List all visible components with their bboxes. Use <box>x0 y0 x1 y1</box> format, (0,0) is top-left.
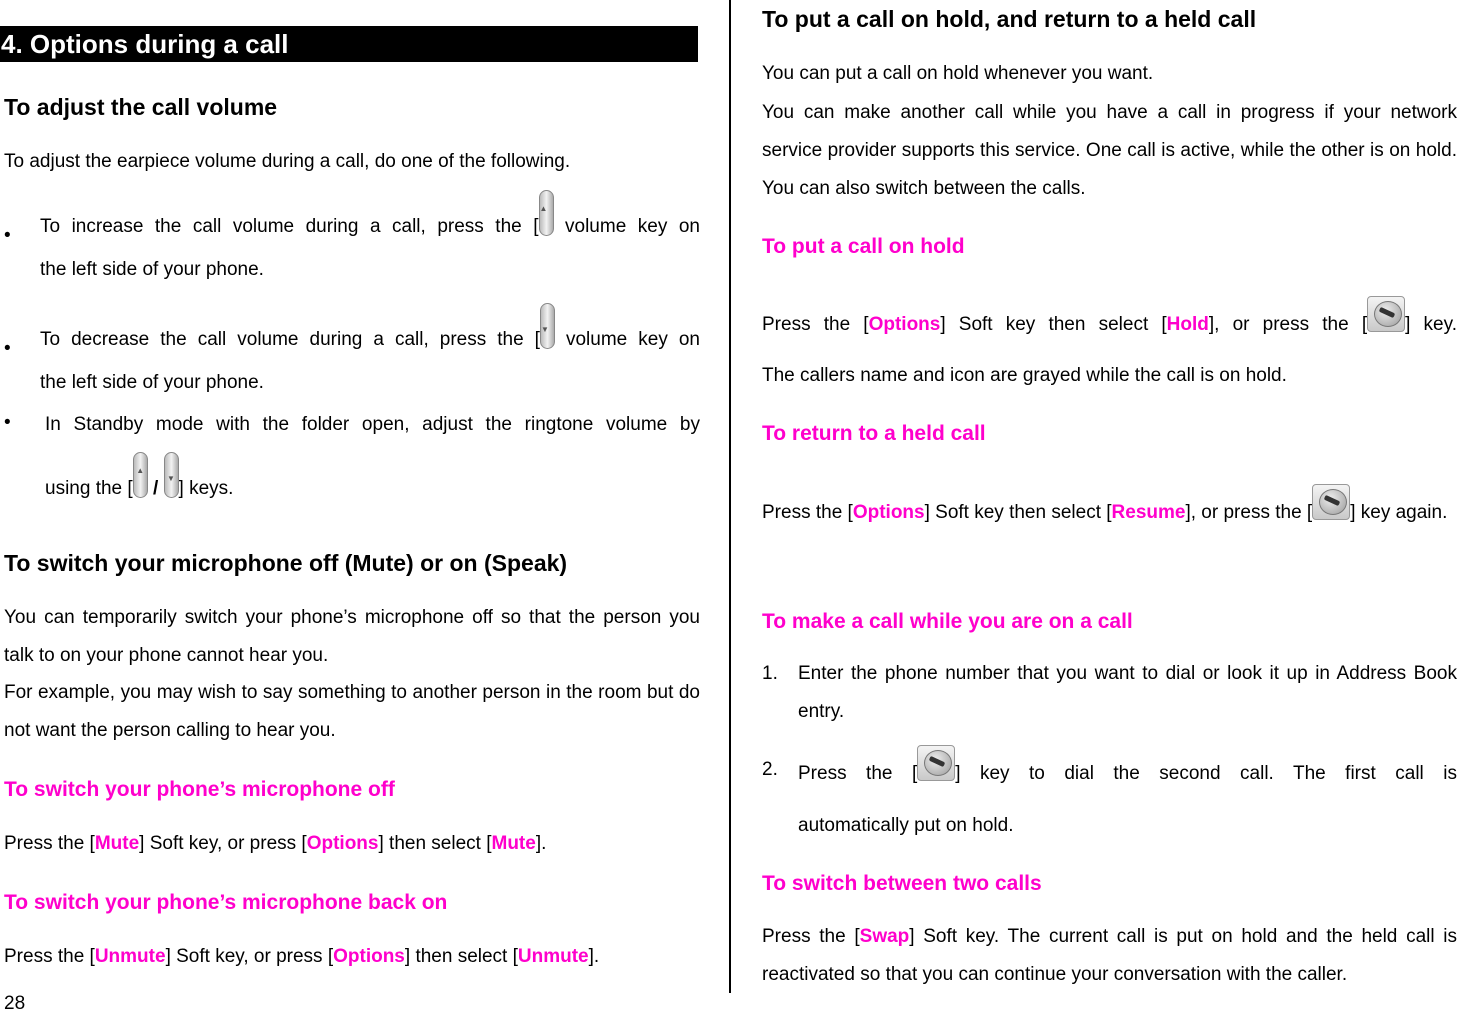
bullet-increase-line2: the left side of your phone. <box>40 259 264 280</box>
swap-heading: To switch between two calls <box>762 872 1042 895</box>
make-call-heading: To make a call while you are on a call <box>762 610 1133 633</box>
step-1 <box>762 655 1457 735</box>
put-hold-note: The callers name and icon are grayed while the call is on hold. <box>762 365 1287 386</box>
bullet-decrease: • To decrease the call volume during a call, press the [ ▼ volume key on the left side of your phone. <box>4 303 700 403</box>
page-number: 28 <box>4 993 26 1013</box>
return-hold-heading: To return to a held call <box>762 422 986 445</box>
step-number: 1. <box>762 663 778 684</box>
volume-up-key-icon: ▲ <box>133 452 148 498</box>
volume-up-key-icon: ▲ <box>539 190 554 236</box>
mute-para2: For example, you may wish to say something to another person in the room but do not want the person calling to hear you. <box>4 682 700 741</box>
mute-option: Mute <box>491 833 536 854</box>
bullet-glyph: • <box>4 225 11 246</box>
put-hold-heading: To put a call on hold <box>762 235 965 258</box>
step-text: Enter the phone number that you want to dial or look it up in Address Book entry. <box>798 663 1457 722</box>
volume-down-key-icon: ▼ <box>540 303 555 349</box>
call-send-key-icon <box>917 745 955 781</box>
step-number: 2. <box>762 759 778 780</box>
swap-softkey: Swap <box>859 926 910 947</box>
bullet-decrease-before: To decrease the call volume during a call, press the [ <box>40 329 540 350</box>
adjust-volume-intro: To adjust the earpiece volume during a call, do one of the following. <box>4 151 571 172</box>
return-hold-instruction: Press the [Options] Soft key then select [Resume], or press the [ ] key again. <box>762 484 1457 536</box>
key-separator: / <box>152 478 159 499</box>
options-softkey: Options <box>333 946 405 967</box>
bullet-standby <box>4 412 700 522</box>
unmute-option: Unmute <box>517 946 589 967</box>
volume-down-key-icon: ▼ <box>164 452 179 498</box>
mute-para1: You can temporarily switch your phone’s microphone off so that the person you talk to on your phone cannot hear you. <box>4 607 700 666</box>
hold-option: Hold <box>1166 314 1209 335</box>
bullet-glyph: • <box>4 412 11 433</box>
options-softkey: Options <box>306 833 379 854</box>
column-divider <box>729 0 731 993</box>
mic-off-heading: To switch your phone’s microphone off <box>4 778 395 801</box>
bullet-standby-line2: using the [ ▲ / ▼ ] keys. <box>45 452 700 513</box>
put-hold-instruction: Press the [Options] Soft key then select [Hold], or press the [ ] key. <box>762 296 1457 347</box>
resume-option: Resume <box>1111 502 1186 523</box>
section-title: 4. Options during a call <box>0 26 698 62</box>
call-send-key-icon <box>1312 484 1350 520</box>
options-softkey: Options <box>868 314 941 335</box>
step-2 <box>762 745 1457 845</box>
mic-off-instruction: Press the [Mute] Soft key, or press [Options] then select [Mute]. <box>4 833 547 854</box>
bullet-decrease-line2: the left side of your phone. <box>40 372 264 393</box>
call-send-key-icon <box>1367 296 1405 332</box>
unmute-softkey: Unmute <box>94 946 166 967</box>
hold-heading: To put a call on hold, and return to a held call <box>762 6 1257 32</box>
mute-heading: To switch your microphone off (Mute) or on (Speak) <box>4 550 568 576</box>
bullet-increase-before: To increase the call volume during a call, press the [ <box>40 216 539 237</box>
bullet-standby-line1: In Standby mode with the folder open, adjust the ringtone volume by <box>45 414 700 435</box>
bullet-glyph: • <box>4 338 11 359</box>
step-2-line2: automatically put on hold. <box>798 815 1014 836</box>
hold-intro2: You can make another call while you have a call in progress if your network service provider supports this service. One call is active, while the other is on hold. You can also switch between the calls. <box>762 102 1457 199</box>
bullet-increase: • To increase the call volume during a call, press the [ ▲ volume key on the left side of your phone. <box>4 190 700 290</box>
mic-on-instruction: Press the [Unmute] Soft key, or press [Options] then select [Unmute]. <box>4 946 600 967</box>
mic-on-heading: To switch your phone’s microphone back on <box>4 891 448 914</box>
options-softkey: Options <box>852 502 925 523</box>
hold-intro1: You can put a call on hold whenever you want. <box>762 63 1154 84</box>
swap-instruction: Press the [Swap] Soft key. The current call is put on hold and the held call is reactivated so that you can continue your conversation with the caller. <box>762 926 1457 985</box>
mute-softkey: Mute <box>94 833 140 854</box>
step-2-line1: Press the [ ] key to dial the second call. The first call is <box>798 745 1457 796</box>
adjust-volume-heading: To adjust the call volume <box>4 94 278 120</box>
